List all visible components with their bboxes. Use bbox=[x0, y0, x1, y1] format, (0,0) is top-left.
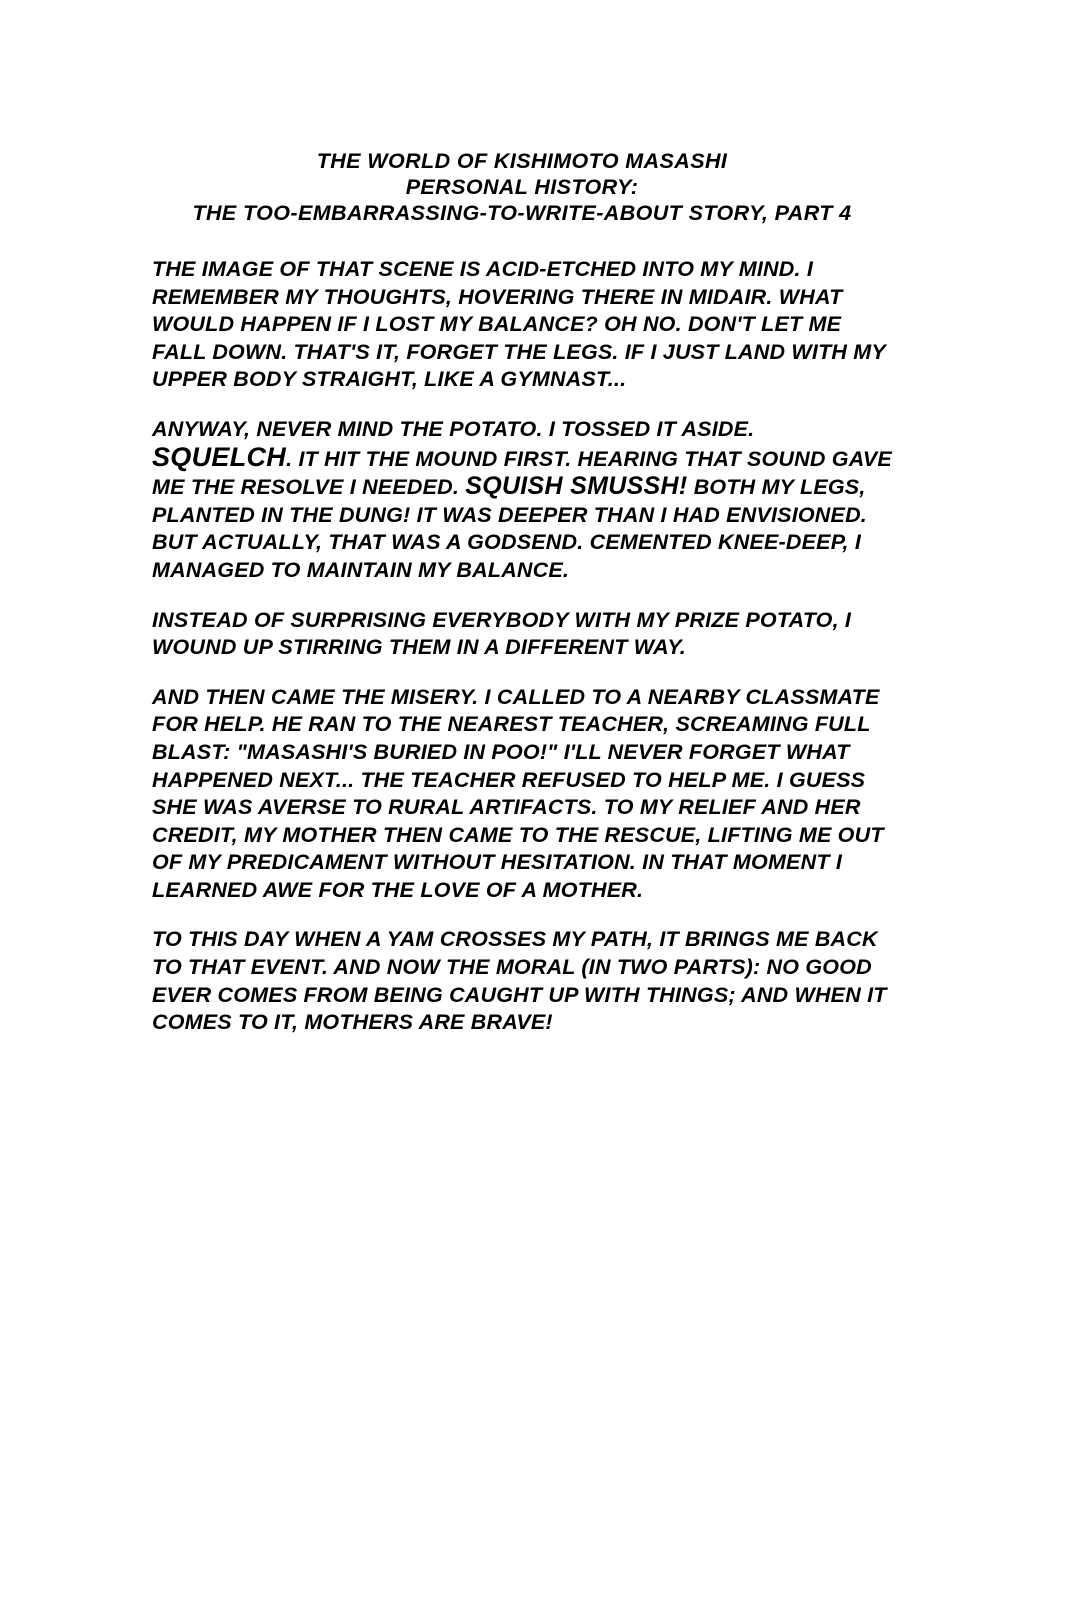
paragraph-2-segment-3: . IT HIT THE MOUND FIRST. HEARING THAT SOUND GAVE ME THE RESOLVE I NEEDED. bbox=[152, 446, 892, 500]
page-title bbox=[152, 148, 892, 226]
sound-effect-squish-smussh: SQUISH SMUSSH! bbox=[465, 472, 688, 501]
page-content bbox=[152, 148, 892, 1037]
paragraph-1: THE IMAGE OF THAT SCENE IS ACID-ETCHED INTO MY MIND. I REMEMBER MY THOUGHTS, HOVERING THERE IN MIDAIR. WHAT WOULD HAPPEN IF I LOST MY BALANCE? OH NO. DON'T LET ME FALL DOWN. THAT'S IT, FORGET THE LEGS. IF I JUST LAND WITH MY UPPER BODY STRAIGHT, LIKE A GYMNAST... bbox=[152, 257, 886, 392]
paragraph-2-segment-1: ANYWAY, NEVER MIND THE POTATO. I TOSSED IT ASIDE. bbox=[152, 416, 755, 441]
paragraph-2-segment-5: BOTH MY LEGS, PLANTED IN THE DUNG! IT WAS DEEPER THAN I HAD ENVISIONED. BUT ACTUALLY, THAT WAS A GODSEND. CEMENTED KNEE-DEEP, I MANAGED TO MAINTAIN MY BALANCE. bbox=[152, 475, 867, 582]
title-line-1: THE WORLD OF KISHIMOTO MASASHI bbox=[316, 149, 728, 173]
paragraph-5: TO THIS DAY WHEN A YAM CROSSES MY PATH, IT BRINGS ME BACK TO THAT EVENT. AND NOW THE MORAL (IN TWO PARTS): NO GOOD EVER COMES FROM BEING CAUGHT UP WITH THINGS; AND WHEN IT COMES TO IT, MOTHERS ARE BRAVE! bbox=[152, 927, 887, 1035]
title-line-2: PERSONAL HISTORY: bbox=[405, 175, 639, 199]
sound-effect-squelch: SQUELCH bbox=[152, 441, 287, 472]
paragraph-4: AND THEN CAME THE MISERY. I CALLED TO A NEARBY CLASSMATE FOR HELP. HE RAN TO THE NEAREST TEACHER, SCREAMING FULL BLAST: "MASASHI'S BURIED IN POO!" I'LL NEVER FORGET WHAT HAPPENED NEXT... THE TEACHER REFUSED TO HELP ME. I GUESS SHE WAS AVERSE TO RURAL ARTIFACTS. TO MY RELIEF AND HER CREDIT, MY MOTHER THEN CAME TO THE RESCUE, LIFTING ME OUT OF MY PREDICAMENT WITHOUT HESITATION. IN THAT MOMENT I LEARNED AWE FOR THE LOVE OF A MOTHER. bbox=[152, 684, 884, 902]
paragraph-2 bbox=[152, 416, 892, 585]
title-line-3: THE TOO-EMBARRASSING-TO-WRITE-ABOUT STORY, PART 4 bbox=[192, 201, 852, 225]
paragraph-3: INSTEAD OF SURPRISING EVERYBODY WITH MY PRIZE POTATO, I WOUND UP STIRRING THEM IN A DIFFERENT WAY. bbox=[152, 607, 852, 660]
